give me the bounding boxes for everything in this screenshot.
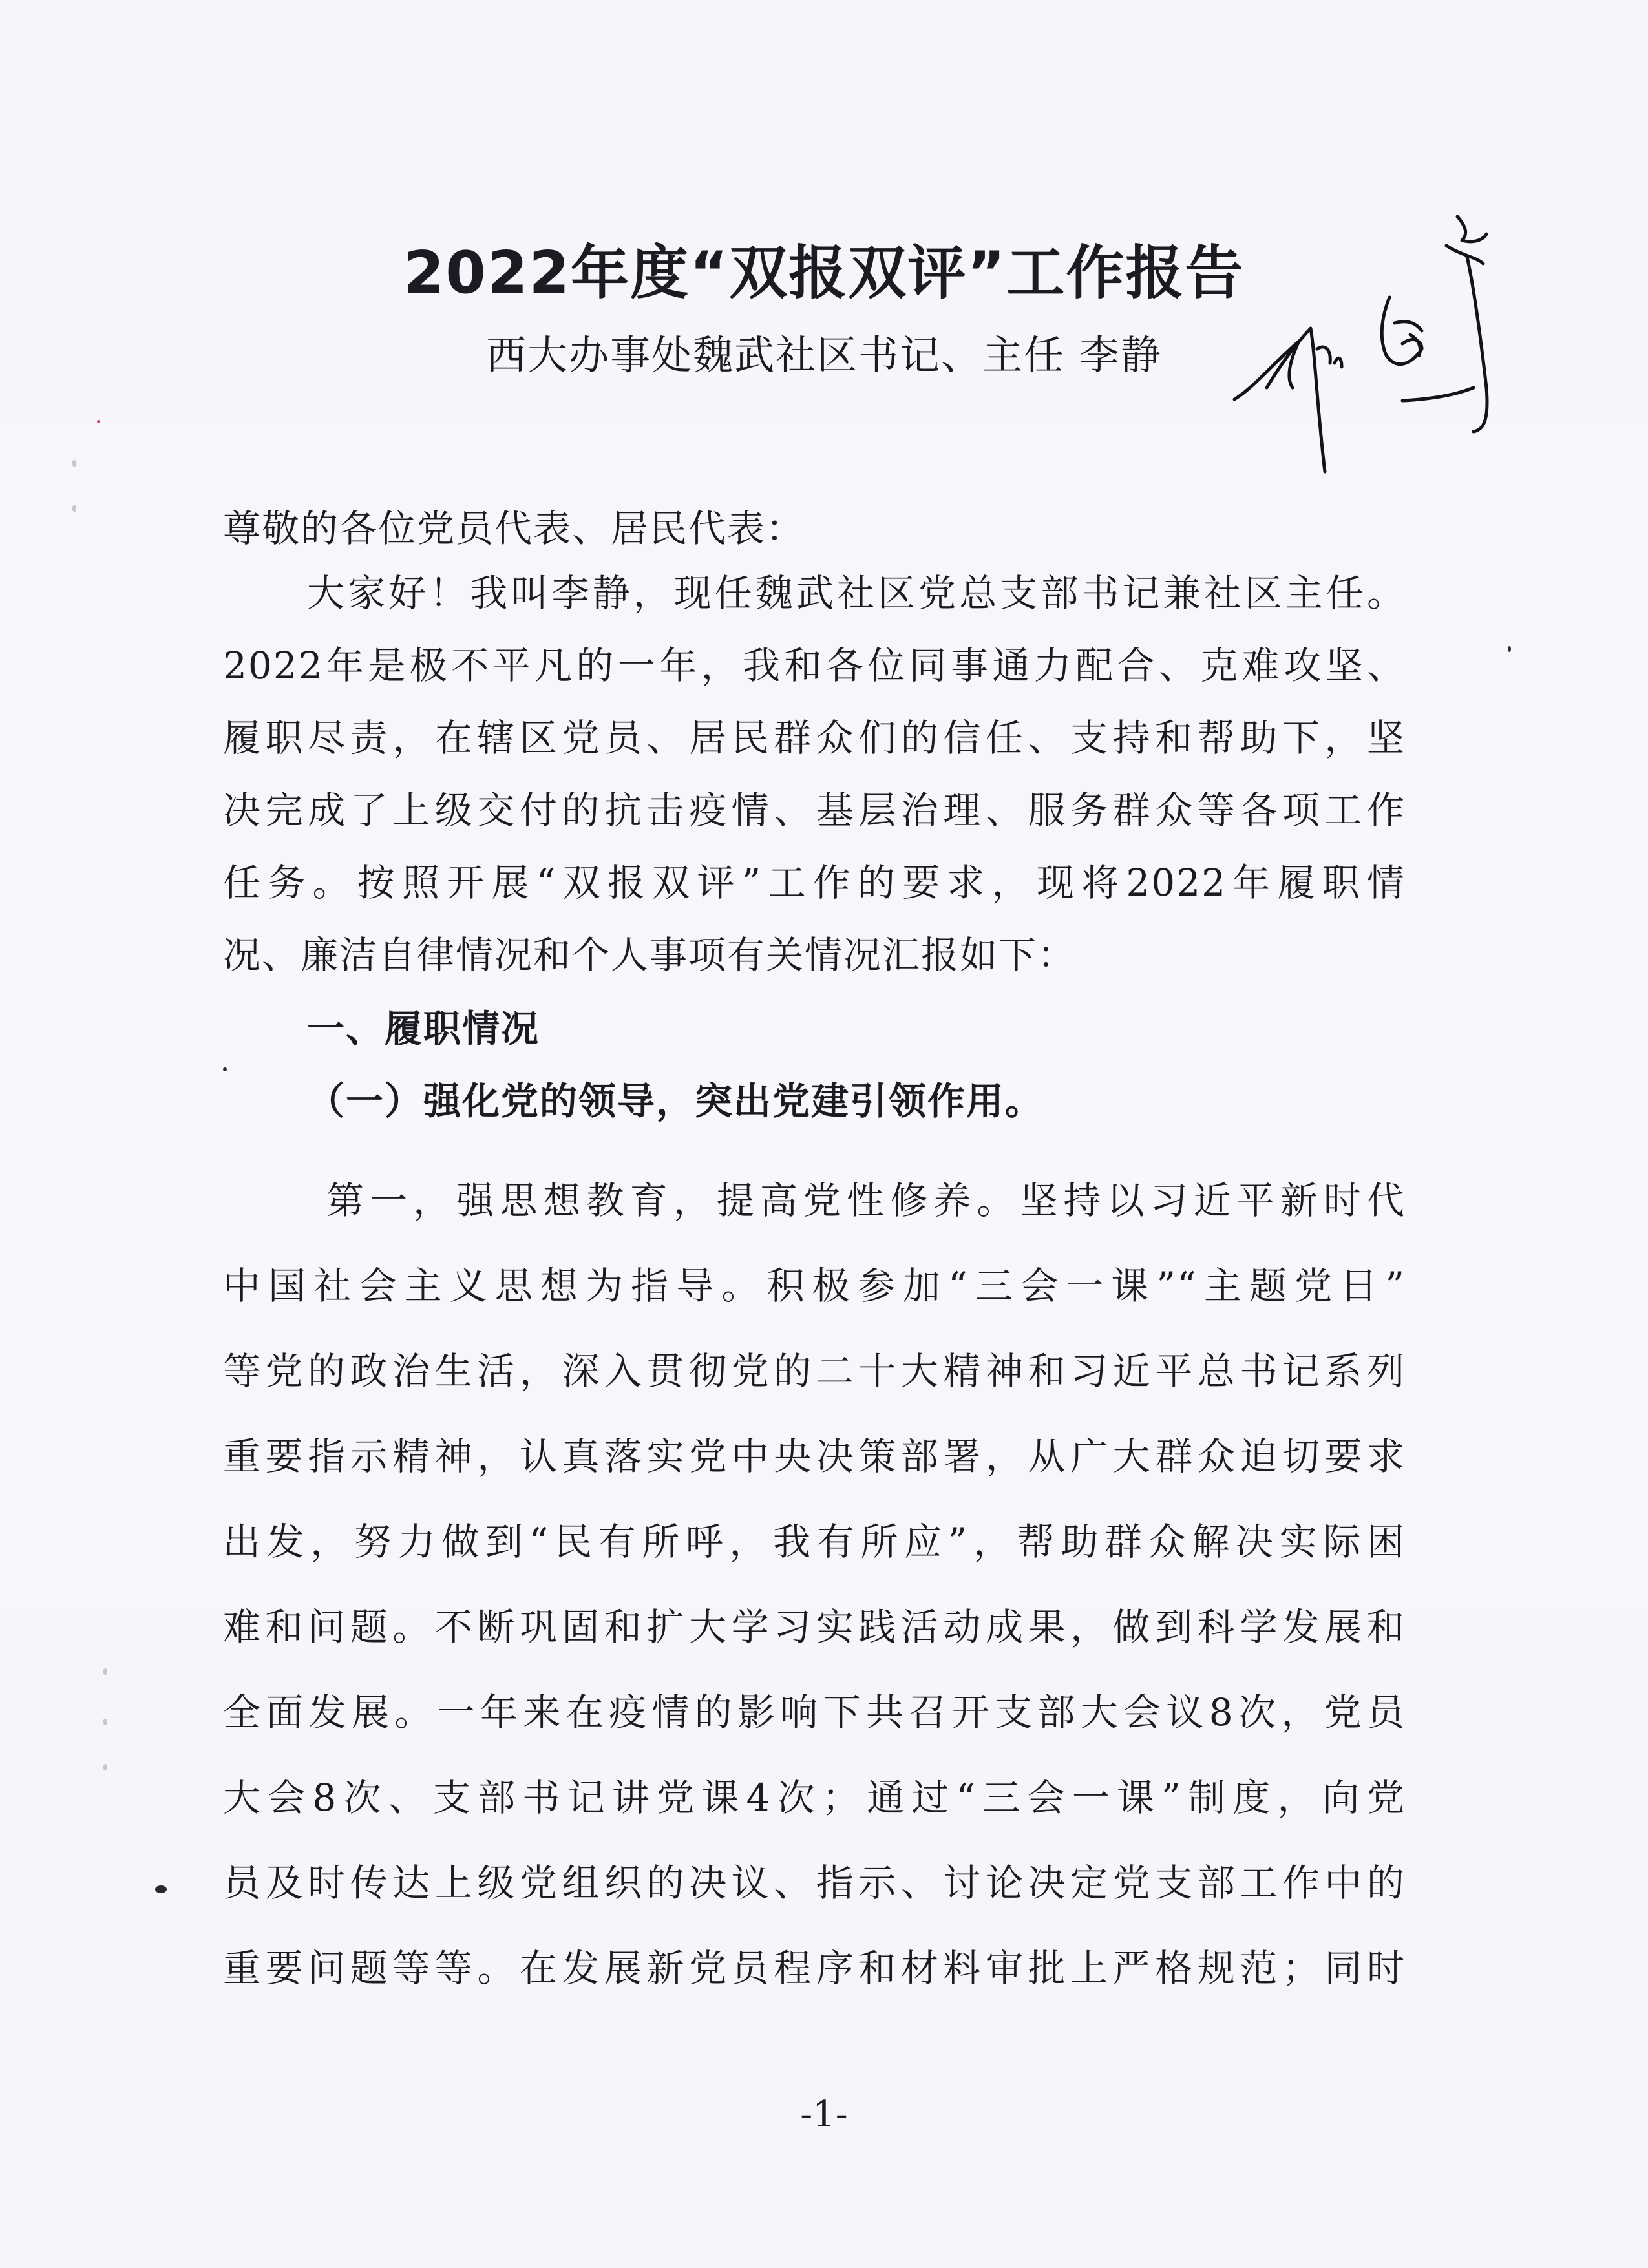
- binding-hole: [103, 1719, 107, 1725]
- paragraph-line: 决完成了上级交付的抗击疫情、基层治理、服务群众等各项工作: [223, 788, 1406, 832]
- binding-hole: [72, 505, 76, 512]
- paragraph-line: 大家好！我叫李静，现任魏武社区党总支部书记兼社区主任。: [307, 571, 1406, 615]
- paragraph-line: 重要问题等等。在发展新党员程序和材料审批上严格规范；同时: [223, 1946, 1406, 1990]
- paragraph-line: 员及时传达上级党组织的决议、指示、讨论决定党支部工作中的: [223, 1861, 1406, 1905]
- paragraph-line: 难和问题。不断巩固和扩大学习实践活动成果，做到科学发展和: [223, 1605, 1406, 1649]
- handwritten-signature: [1228, 194, 1538, 498]
- binding-hole: [103, 1668, 107, 1675]
- paragraph-line: 出发，努力做到“民有所呼，我有所应”，帮助群众解决实际困: [223, 1520, 1406, 1564]
- page-number: -1-: [800, 2094, 848, 2136]
- paragraph-line: 大会8次、支部书记讲党课4次；通过“三会一课”制度，向党: [223, 1776, 1406, 1820]
- ink-speck: [97, 420, 100, 423]
- ink-speck: [1508, 646, 1511, 652]
- paragraph-line: 中国社会主义思想为指导。积极参加“三会一课”“主题党日”: [223, 1264, 1406, 1308]
- subsection-heading: （一）强化党的领导，突出党建引领作用。: [307, 1079, 1044, 1123]
- paragraph-line: 况、廉洁自律情况和个人事项有关情况汇报如下：: [223, 933, 1077, 977]
- paragraph-line: 重要指示精神，认真落实党中央决策部署，从广大群众迫切要求: [223, 1434, 1406, 1478]
- paragraph-line: 第一，强思想教育，提高党性修养。坚持以习近平新时代: [326, 1179, 1406, 1223]
- binding-hole: [103, 1764, 107, 1770]
- paragraph-line: 2022年是极不平凡的一年，我和各位同事通力配合、克难攻坚、: [223, 644, 1406, 688]
- ink-speck: [155, 1885, 167, 1893]
- paragraph-line: 等党的政治生活，深入贯彻党的二十大精神和习近平总书记系列: [223, 1349, 1406, 1393]
- ink-speck: [223, 1067, 227, 1071]
- salutation: 尊敬的各位党员代表、居民代表：: [223, 507, 805, 551]
- paragraph-line: 任务。按照开展“双报双评”工作的要求，现将2022年履职情: [223, 861, 1406, 905]
- paragraph-line: 履职尽责，在辖区党员、居民群众们的信任、支持和帮助下，坚: [223, 716, 1406, 760]
- binding-hole: [72, 460, 76, 467]
- document-title: 2022年度“双报双评”工作报告: [403, 239, 1245, 307]
- paragraph-line: 全面发展。一年来在疫情的影响下共召开支部大会议8次，党员: [223, 1690, 1406, 1734]
- document-subtitle: 西大办事处魏武社区书记、主任 李静: [486, 331, 1162, 379]
- section-heading: 一、履职情况: [307, 1007, 540, 1051]
